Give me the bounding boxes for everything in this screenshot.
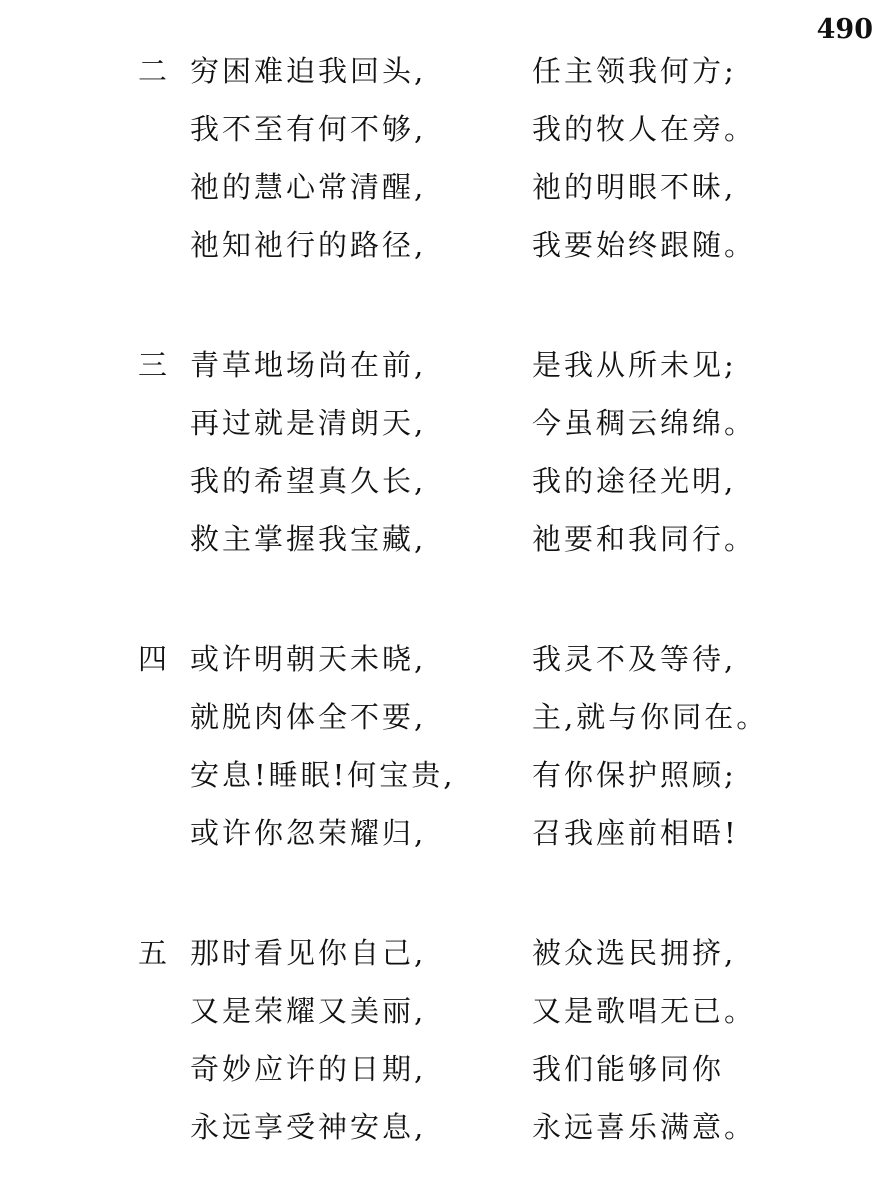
lyric-left: 祂知祂行的路径, <box>190 228 427 262</box>
lyric-line <box>0 216 885 274</box>
stanza-number: 二 <box>138 54 168 88</box>
lyric-right: 召我座前相晤! <box>532 816 739 850</box>
lyric-right: 主,就与你同在。 <box>532 700 769 734</box>
lyric-line <box>0 452 885 510</box>
lyric-right: 我要始终跟随。 <box>532 228 757 262</box>
lyric-left: 我不至有何不够, <box>190 112 427 146</box>
lyric-right: 永远喜乐满意。 <box>532 1110 757 1144</box>
lyric-left: 奇妙应许的日期, <box>190 1052 427 1086</box>
lyric-right: 有你保护照顾; <box>532 758 737 792</box>
lyric-line <box>0 924 885 982</box>
lyric-left: 那时看见你自己, <box>190 936 427 970</box>
stanza-number: 三 <box>138 348 168 382</box>
lyric-left: 救主掌握我宝藏, <box>190 522 427 556</box>
lyric-right: 被众选民拥挤, <box>532 936 737 970</box>
lyric-right: 我灵不及等待, <box>532 642 737 676</box>
lyric-right: 任主领我何方; <box>532 54 737 88</box>
stanza-number: 四 <box>138 642 168 676</box>
lyric-right: 祂要和我同行。 <box>532 522 757 556</box>
lyric-line <box>0 746 885 804</box>
lyric-right: 我的途径光明, <box>532 464 737 498</box>
lyric-right: 祂的明眼不昧, <box>532 170 737 204</box>
lyric-left: 安息!睡眠!何宝贵, <box>190 758 456 792</box>
lyric-left: 青草地场尚在前, <box>190 348 427 382</box>
lyric-line <box>0 1040 885 1098</box>
lyric-left: 祂的慧心常清醒, <box>190 170 427 204</box>
lyric-line <box>0 510 885 568</box>
lyric-line <box>0 100 885 158</box>
lyric-left: 又是荣耀又美丽, <box>190 994 427 1028</box>
lyric-line <box>0 336 885 394</box>
lyric-line <box>0 688 885 746</box>
lyric-left: 穷困难迫我回头, <box>190 54 427 88</box>
lyric-line <box>0 1098 885 1156</box>
lyric-right: 又是歌唱无已。 <box>532 994 757 1028</box>
stanza-number: 五 <box>138 936 168 970</box>
page-number: 490 <box>816 14 873 45</box>
lyric-line <box>0 982 885 1040</box>
lyric-right: 我的牧人在旁。 <box>532 112 757 146</box>
lyric-line <box>0 804 885 862</box>
lyric-left: 再过就是清朗天, <box>190 406 427 440</box>
lyric-left: 就脱肉体全不要, <box>190 700 427 734</box>
lyric-line <box>0 630 885 688</box>
lyric-line <box>0 42 885 100</box>
lyric-line <box>0 158 885 216</box>
lyric-right: 今虽稠云绵绵。 <box>532 406 757 440</box>
lyric-line <box>0 394 885 452</box>
lyric-left: 或许明朝天未晓, <box>190 642 427 676</box>
lyric-left: 我的希望真久长, <box>190 464 427 498</box>
lyric-right: 是我从所未见; <box>532 348 737 382</box>
lyric-left: 永远享受神安息, <box>190 1110 427 1144</box>
lyric-right: 我们能够同你 <box>532 1052 725 1086</box>
lyric-left: 或许你忽荣耀归, <box>190 816 427 850</box>
